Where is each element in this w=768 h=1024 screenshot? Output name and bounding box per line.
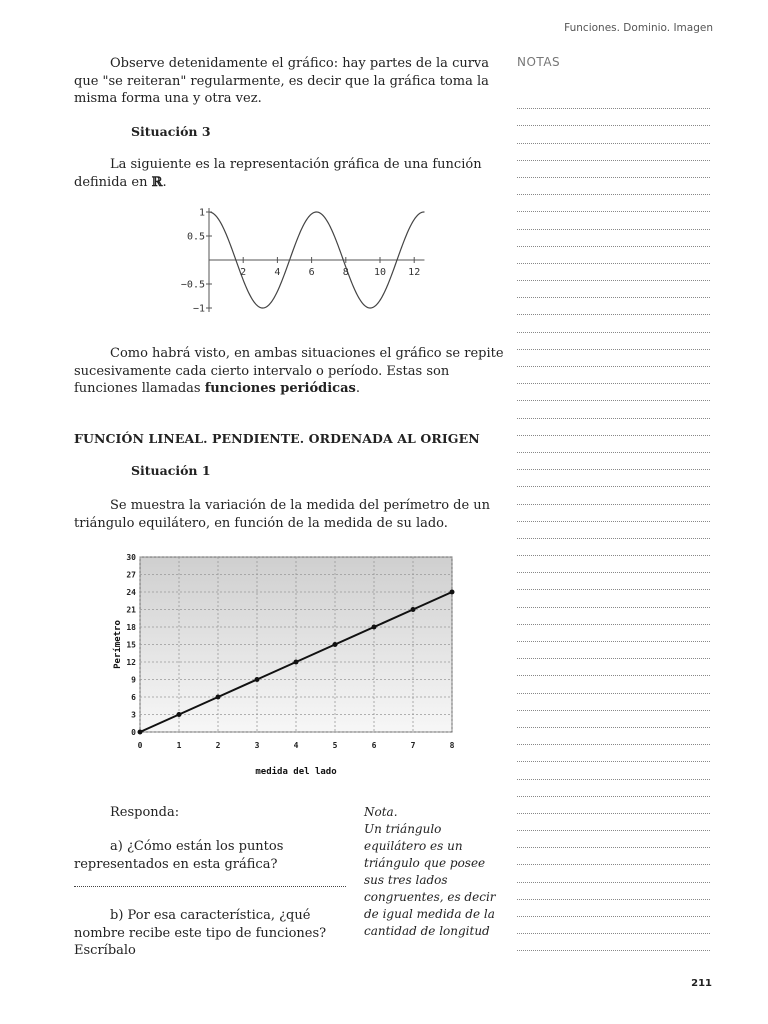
y-tick-label: 0.5 xyxy=(186,231,205,243)
x-tick-label: 4 xyxy=(293,741,299,750)
notes-line[interactable] xyxy=(517,436,710,453)
real-numbers-symbol: ℝ xyxy=(151,174,163,190)
notes-line[interactable] xyxy=(517,487,710,504)
y-axis-label: Perímetro xyxy=(113,620,123,669)
x-tick-label: 4 xyxy=(274,267,281,278)
data-point xyxy=(294,660,299,665)
notes-line[interactable] xyxy=(517,831,710,848)
notes-line[interactable] xyxy=(517,195,710,212)
notes-line[interactable] xyxy=(517,711,710,728)
answer-line-a[interactable] xyxy=(74,885,346,887)
x-tick-label: 7 xyxy=(410,741,416,750)
notes-line[interactable] xyxy=(517,92,710,109)
notes-line[interactable] xyxy=(517,298,710,315)
notes-line[interactable] xyxy=(517,350,710,367)
notes-line[interactable] xyxy=(517,178,710,195)
perimeter-chart xyxy=(110,545,470,777)
periodic-functions-term: funciones periódicas xyxy=(204,381,356,396)
nota-title: Nota. xyxy=(364,805,398,819)
question-a: a) ¿Cómo están los puntos representados en esta gráfica? xyxy=(74,839,284,872)
notes-line[interactable] xyxy=(517,505,710,522)
notes-line[interactable] xyxy=(517,917,710,934)
notes-line[interactable] xyxy=(517,728,710,745)
x-tick-label: 8 xyxy=(449,741,455,750)
notes-line[interactable] xyxy=(517,539,710,556)
y-tick-label: 9 xyxy=(131,675,136,685)
notes-line[interactable] xyxy=(517,797,710,814)
data-point xyxy=(177,712,182,717)
notes-line[interactable] xyxy=(517,384,710,401)
notes-line[interactable] xyxy=(517,247,710,264)
notes-line[interactable] xyxy=(517,109,710,126)
notes-line[interactable] xyxy=(517,608,710,625)
notes-line[interactable] xyxy=(517,590,710,607)
section-title: FUNCIÓN LINEAL. PENDIENTE. ORDENADA AL ORIGEN xyxy=(74,431,480,446)
notes-line[interactable] xyxy=(517,676,710,693)
notes-line[interactable] xyxy=(517,883,710,900)
notes-line[interactable] xyxy=(517,694,710,711)
y-tick-label: −0.5 xyxy=(180,279,205,291)
questions-intro: Responda: xyxy=(110,805,180,820)
notes-line[interactable] xyxy=(517,642,710,659)
data-point xyxy=(255,677,260,682)
notes-line[interactable] xyxy=(517,865,710,882)
notes-line[interactable] xyxy=(517,401,710,418)
x-tick-label: 6 xyxy=(371,741,377,750)
notes-line[interactable] xyxy=(517,264,710,281)
notes-line[interactable] xyxy=(517,126,710,143)
notes-line[interactable] xyxy=(517,745,710,762)
situacion-3-title: Situación 3 xyxy=(131,124,211,139)
intro-paragraph: Observe detenidamente el gráfico: hay partes de la curva que "se reiteran" regularmente, es decir que la gráfica toma la misma forma una y otra vez. xyxy=(74,56,490,106)
nota-box xyxy=(364,804,496,940)
notes-line[interactable] xyxy=(517,848,710,865)
x-tick-label: 10 xyxy=(373,267,387,278)
situacion-3-text: La siguiente es la representación gráfica de una función definida en ℝ. xyxy=(74,157,482,190)
notes-line[interactable] xyxy=(517,814,710,831)
notes-line[interactable] xyxy=(517,453,710,470)
y-tick-label: 18 xyxy=(126,623,136,632)
x-tick-label: 2 xyxy=(240,267,247,278)
notes-line[interactable] xyxy=(517,230,710,247)
notes-line[interactable] xyxy=(517,934,710,951)
notes-line[interactable] xyxy=(517,556,710,573)
notes-line[interactable] xyxy=(517,522,710,539)
notes-line[interactable] xyxy=(517,315,710,332)
x-tick-label: 12 xyxy=(408,267,421,278)
notes-line[interactable] xyxy=(517,659,710,676)
y-tick-label: 12 xyxy=(126,658,136,667)
x-tick-label: 2 xyxy=(215,741,221,750)
question-b: b) Por esa característica, ¿qué nombre recibe este tipo de funciones? Escríbalo xyxy=(74,908,327,958)
x-axis-label: medida del lado xyxy=(255,767,337,777)
periodic-paragraph: Como habrá visto, en ambas situaciones el gráfico se repite sucesivamente cada cierto intervalo o período. Estas son funciones llamadas funciones periódicas. xyxy=(74,346,504,396)
notes-line[interactable] xyxy=(517,470,710,487)
x-tick-label: 0 xyxy=(137,741,143,750)
data-point xyxy=(450,590,455,595)
notes-title: NOTAS xyxy=(517,55,561,69)
data-point xyxy=(216,695,221,700)
x-tick-label: 8 xyxy=(342,267,349,278)
notes-lines xyxy=(517,92,710,951)
x-tick-label: 3 xyxy=(254,741,260,750)
notes-line[interactable] xyxy=(517,144,710,161)
data-point xyxy=(138,730,143,735)
y-tick-label: −1 xyxy=(192,303,205,315)
cosine-chart xyxy=(172,202,421,322)
data-point xyxy=(372,625,377,630)
y-tick-label: 15 xyxy=(126,640,136,650)
nota-text: Un triángulo equilátero es un triángulo que posee sus tres lados congruentes, es decir de igual medida de la cantidad de longitud xyxy=(364,822,496,938)
x-tick-label: 1 xyxy=(176,741,182,750)
y-tick-label: 24 xyxy=(126,588,136,597)
y-tick-label: 3 xyxy=(131,710,136,720)
notes-line[interactable] xyxy=(517,780,710,797)
running-header: Funciones. Dominio. Imagen xyxy=(564,22,713,34)
y-tick-label: 1 xyxy=(198,207,205,219)
notes-line[interactable] xyxy=(517,281,710,298)
notes-line[interactable] xyxy=(517,900,710,917)
y-tick-label: 27 xyxy=(126,570,136,580)
notes-line[interactable] xyxy=(517,419,710,436)
situacion-1-title: Situación 1 xyxy=(131,463,211,478)
data-point xyxy=(411,607,416,612)
notes-line[interactable] xyxy=(517,625,710,642)
data-point xyxy=(333,642,338,647)
y-tick-label: 21 xyxy=(126,605,136,615)
y-tick-label: 6 xyxy=(131,693,136,702)
x-tick-label: 5 xyxy=(332,741,338,750)
page-number: 211 xyxy=(691,978,712,989)
notes-line[interactable] xyxy=(517,367,710,384)
notes-line[interactable] xyxy=(517,762,710,779)
notes-line[interactable] xyxy=(517,212,710,229)
y-tick-label: 0 xyxy=(131,728,136,737)
x-tick-label: 6 xyxy=(308,267,315,278)
notes-line[interactable] xyxy=(517,573,710,590)
y-tick-label: 30 xyxy=(126,553,136,562)
notes-line[interactable] xyxy=(517,333,710,350)
situacion-1-text: Se muestra la variación de la medida del perímetro de un triángulo equilátero, en función de la medida de su lado. xyxy=(74,498,491,531)
notes-line[interactable] xyxy=(517,161,710,178)
